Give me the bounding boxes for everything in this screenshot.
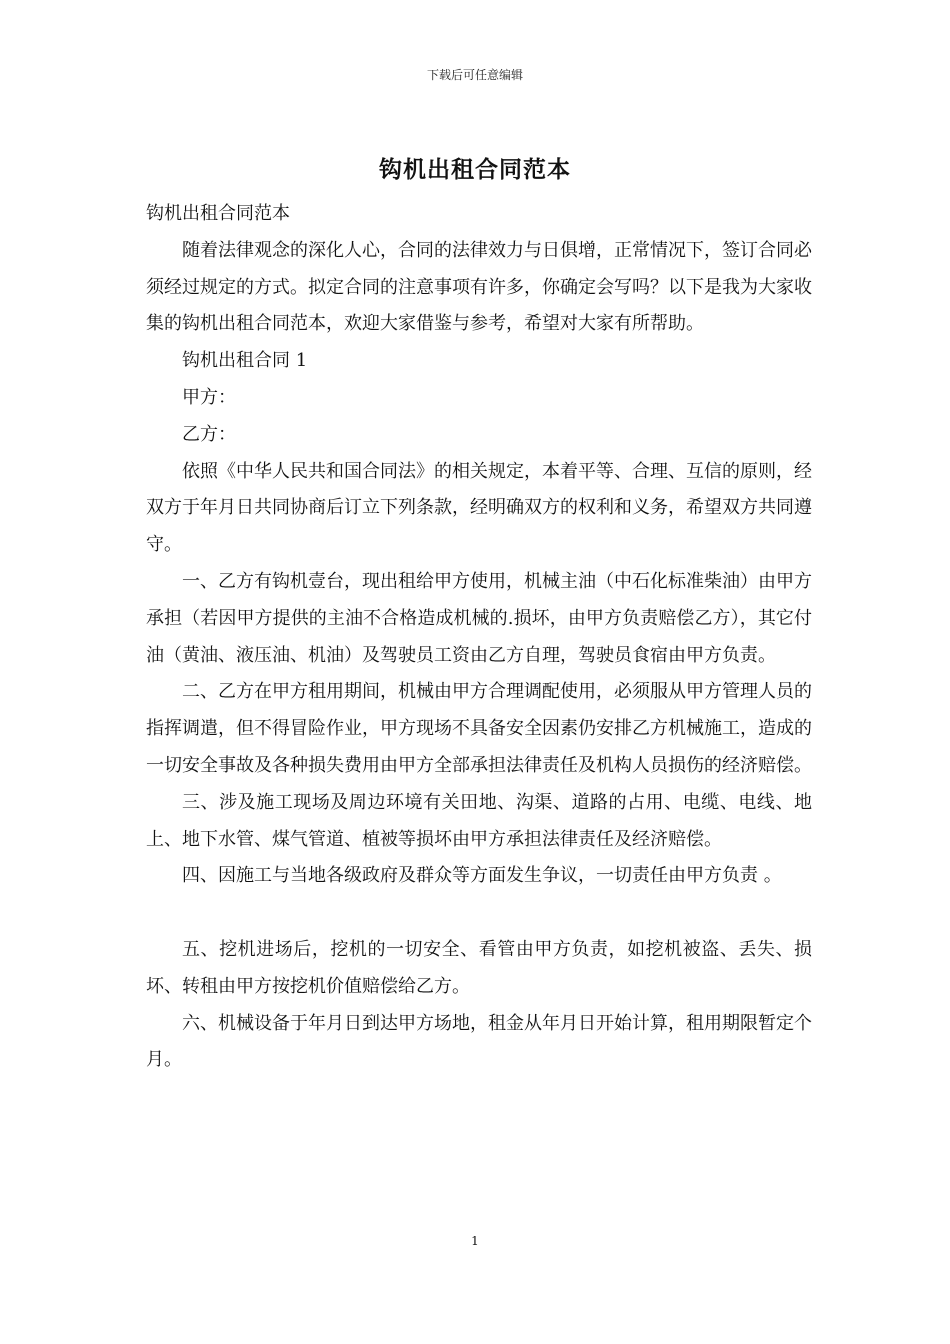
clause-3-paragraph: 三、涉及施工现场及周边环境有关田地、沟渠、道路的占用、电缆、电线、地上、地下水管、煤气管道、植被等损坏由甲方承担法律责任及经济赔偿。	[146, 791, 812, 850]
page-number: 1	[471, 1234, 479, 1248]
document-body	[146, 196, 812, 1079]
header-note: 下载后可任意编辑	[426, 68, 523, 82]
clause-1-paragraph: 一、乙方有钩机壹台，现出租给甲方使用，机械主油（中石化标准柴油）由甲方承担（若因甲方提供的主油不合格造成机械的.损坏，由甲方负责赔偿乙方），其它付油（黄油、液压油、机油）及驾驶员工资由乙方自理，驾驶员食宿由甲方负责。	[146, 570, 812, 666]
clause-4-paragraph: 四、因施工与当地各级政府及群众等方面发生争议，一切责任由甲方负责 。	[182, 865, 782, 887]
contract-heading: 钩机出租合同 1	[182, 350, 308, 372]
clause-2-paragraph: 二、乙方在甲方租用期间，机械由甲方合理调配使用，必须服从甲方管理人员的指挥调遣，但不得冒险作业，甲方现场不具备安全因素仍安排乙方机械施工，造成的一切安全事故及各种损失费用由甲方全部承担法律责任及机构人员损伤的经济赔偿。	[146, 681, 812, 776]
document-title: 钩机出租合同范本	[379, 157, 571, 183]
blank-line	[146, 895, 812, 932]
clause-6-paragraph: 六、机械设备于年月日到达甲方场地，租金从年月日开始计算，租用期限暂定个月。	[146, 1012, 812, 1071]
subtitle-paragraph: 钩机出租合同范本	[146, 203, 290, 224]
clause-5-paragraph: 五、挖机进场后，挖机的一切安全、看管由甲方负责，如挖机被盗、丢失、损坏、转租由甲方按挖机价值赔偿给乙方。	[146, 938, 812, 997]
party-a-line: 甲方：	[182, 386, 236, 408]
intro-paragraph: 随着法律观念的深化人心，合同的法律效力与日俱增，正常情况下，签订合同必须经过规定的方式。拟定合同的注意事项有许多，你确定会写吗？以下是我为大家收集的钩机出租合同范本，欢迎大家借鉴与参考，希望对大家有所帮助。	[146, 239, 812, 335]
party-b-line: 乙方：	[182, 423, 236, 445]
preamble-paragraph: 依照《中华人民共和国合同法》的相关规定，本着平等、合理、互信的原则，经双方于年月日共同协商后订立下列条款，经明确双方的权利和义务，希望双方共同遵守。	[146, 460, 812, 556]
